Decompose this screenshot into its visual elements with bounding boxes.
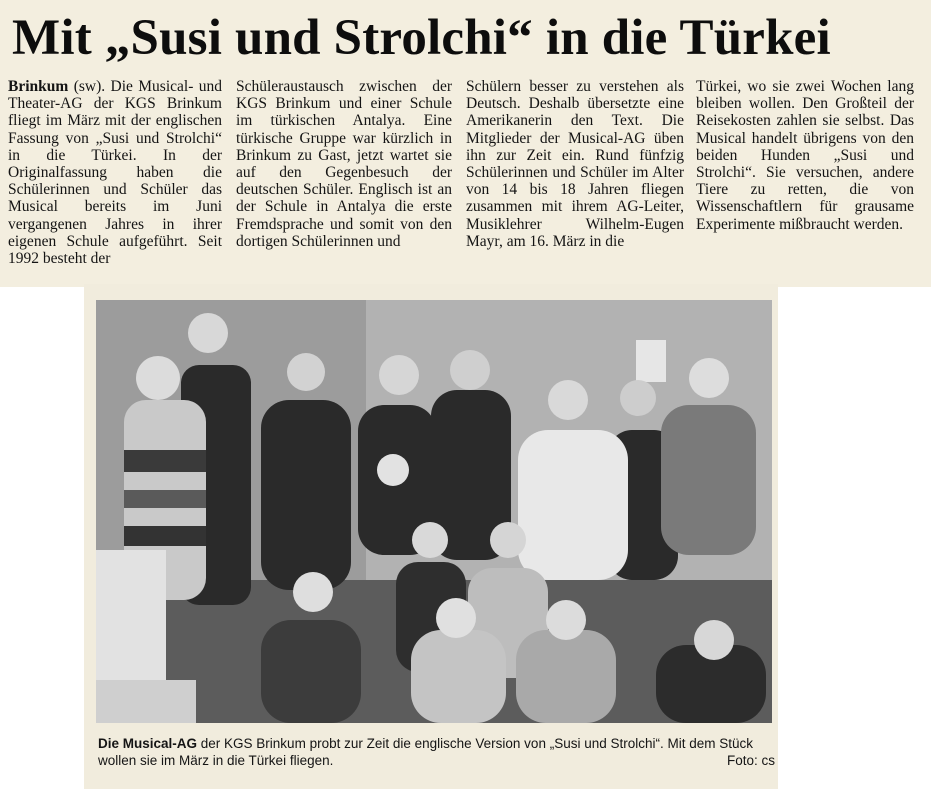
group-photo-image	[96, 300, 772, 723]
caption-lead: Die Musical-AG	[98, 736, 198, 751]
article-column-3: Schülern besser zu verstehen als Deutsch. Deshalb übersetzte eine Amerikanerin den Text. Die Mitglieder der Musical-AG üben ihn zur Zeit ein. Rund fünfzig Schülerinnen und Schüler im Alter von 14 bis 18 Jahren fliegen zusammen mit ihrem AG-Leiter, Musiklehrer Wilhelm-Eugen Mayr, am 16. März in die	[466, 78, 684, 250]
headline: Mit „Susi und Strolchi“ in die Türkei	[12, 10, 831, 66]
caption-text: der KGS Brinkum probt zur Zeit die englische Version von „Susi und Strolchi“. Mit dem Stück wollen sie im März in die Türkei fliegen.	[98, 736, 754, 768]
photo-caption	[98, 735, 774, 775]
photo-credit: Foto: cs	[726, 753, 775, 768]
article-column-4: Türkei, wo sie zwei Wochen lang bleiben wollen. Den Großteil der Reisekosten zahlen sie selbst. Das Musical handelt übrigens von den beiden Hunden „Susi und Strolchi“. Sie versuchen, andere Tiere zu retten, die von Wissenschaftlern für grausame Experimente mißbraucht werden.	[696, 78, 914, 233]
column-1-text: (sw). Die Musical- und Theater-AG der KGS Brinkum fliegt im März mit der englischen Fassung von „Susi und Strolchi“ in die Türkei. In der Originalfassung haben die Schülerinnen und Schüler das Musical bereits im Juni vergangenen Jahres in ihrer eigenen Schule aufgeführt. Seit 1992 besteht der	[8, 78, 222, 268]
article-column-1	[8, 78, 222, 283]
dateline: Brinkum	[8, 78, 69, 95]
group-photo	[96, 300, 772, 723]
article-column-2: Schüleraustausch zwischen der KGS Brinkum und einer Schule im türkischen Antalya. Eine türkische Gruppe war kürzlich in Brinkum zu Gast, jetzt wartet sie auf den Gegenbesuch der deutschen Schüler. Englisch ist an der Schule in Antalya die erste Fremdsprache und somit von den dortigen Schülerinnen und	[236, 78, 452, 250]
